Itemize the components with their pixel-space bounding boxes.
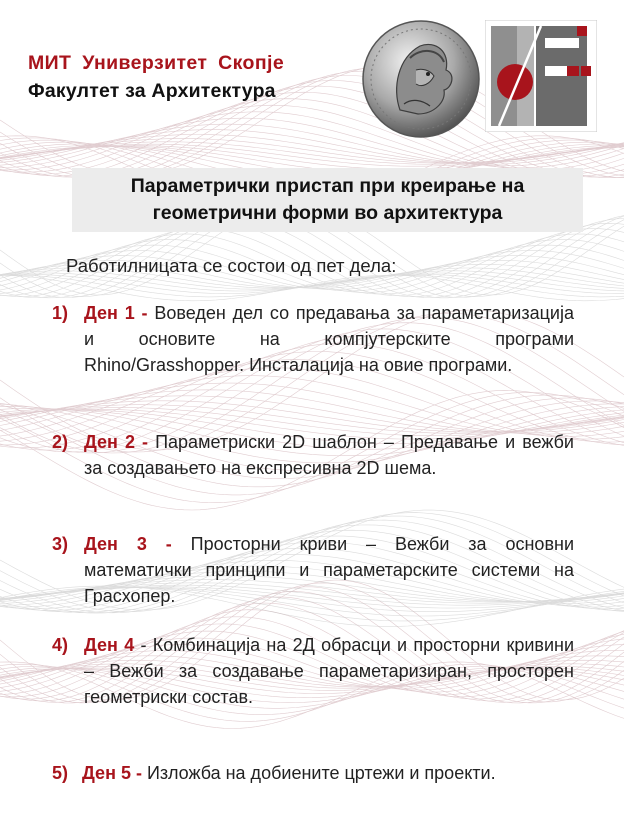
item-number: 1) — [52, 303, 69, 323]
list-item-day-4 — [52, 632, 574, 710]
title-line-2: геометрични форми во архитектура — [152, 202, 503, 224]
item-day-label: Ден 2 - — [84, 432, 149, 452]
item-number: 2) — [52, 432, 69, 452]
list-item-day-5 — [52, 760, 574, 786]
university-name: МИТ Универзитет Скопје — [28, 52, 285, 74]
item-number: 4) — [52, 635, 69, 655]
list-item-day-2 — [52, 429, 574, 481]
item-day-label: Ден 4 — [84, 635, 135, 655]
intro-text: Работилницата се состои од пет дела: — [66, 255, 397, 276]
item-description: Изложба на добиените цртежи и проекти. — [141, 763, 496, 783]
list-item-day-3 — [52, 531, 574, 609]
workshop-title — [72, 168, 583, 232]
item-day-label: Ден 1 - — [84, 303, 148, 323]
item-text — [84, 300, 574, 378]
ancient-coin-icon — [360, 18, 482, 140]
faculty-logo-icon — [485, 20, 597, 132]
item-day-label: Ден 3 - — [84, 534, 172, 554]
item-day-label: Ден 5 - — [82, 763, 142, 783]
item-text — [84, 429, 574, 481]
title-line-1: Параметрички пристап при креирање на — [130, 175, 525, 197]
item-description: Воведен дел со предавања за параметаризација и основите на компјутерските програми Rhino/Grasshopper. Инсталација на овие програми. — [84, 303, 574, 375]
faculty-name: Факултет за Архитектура — [28, 80, 276, 102]
item-number: 3) — [52, 534, 69, 554]
item-description: Просторни криви – Вежби за основни математички принципи и параметарските системи на Грасхопер. — [84, 534, 574, 606]
item-text — [84, 531, 574, 609]
item-text — [84, 632, 574, 710]
background-curve — [0, 135, 624, 163]
item-description: - Комбинација на 2Д обрасци и просторни кривини – Вежби за создавање параметаризиран, просторен геометриски состав. — [84, 635, 575, 707]
list-item-day-1 — [52, 300, 574, 378]
item-description: Параметриски 2D шаблон – Предавање и вежби за создавањето на експресивна 2D шема. — [84, 432, 574, 478]
item-number: 5) — [52, 763, 69, 783]
